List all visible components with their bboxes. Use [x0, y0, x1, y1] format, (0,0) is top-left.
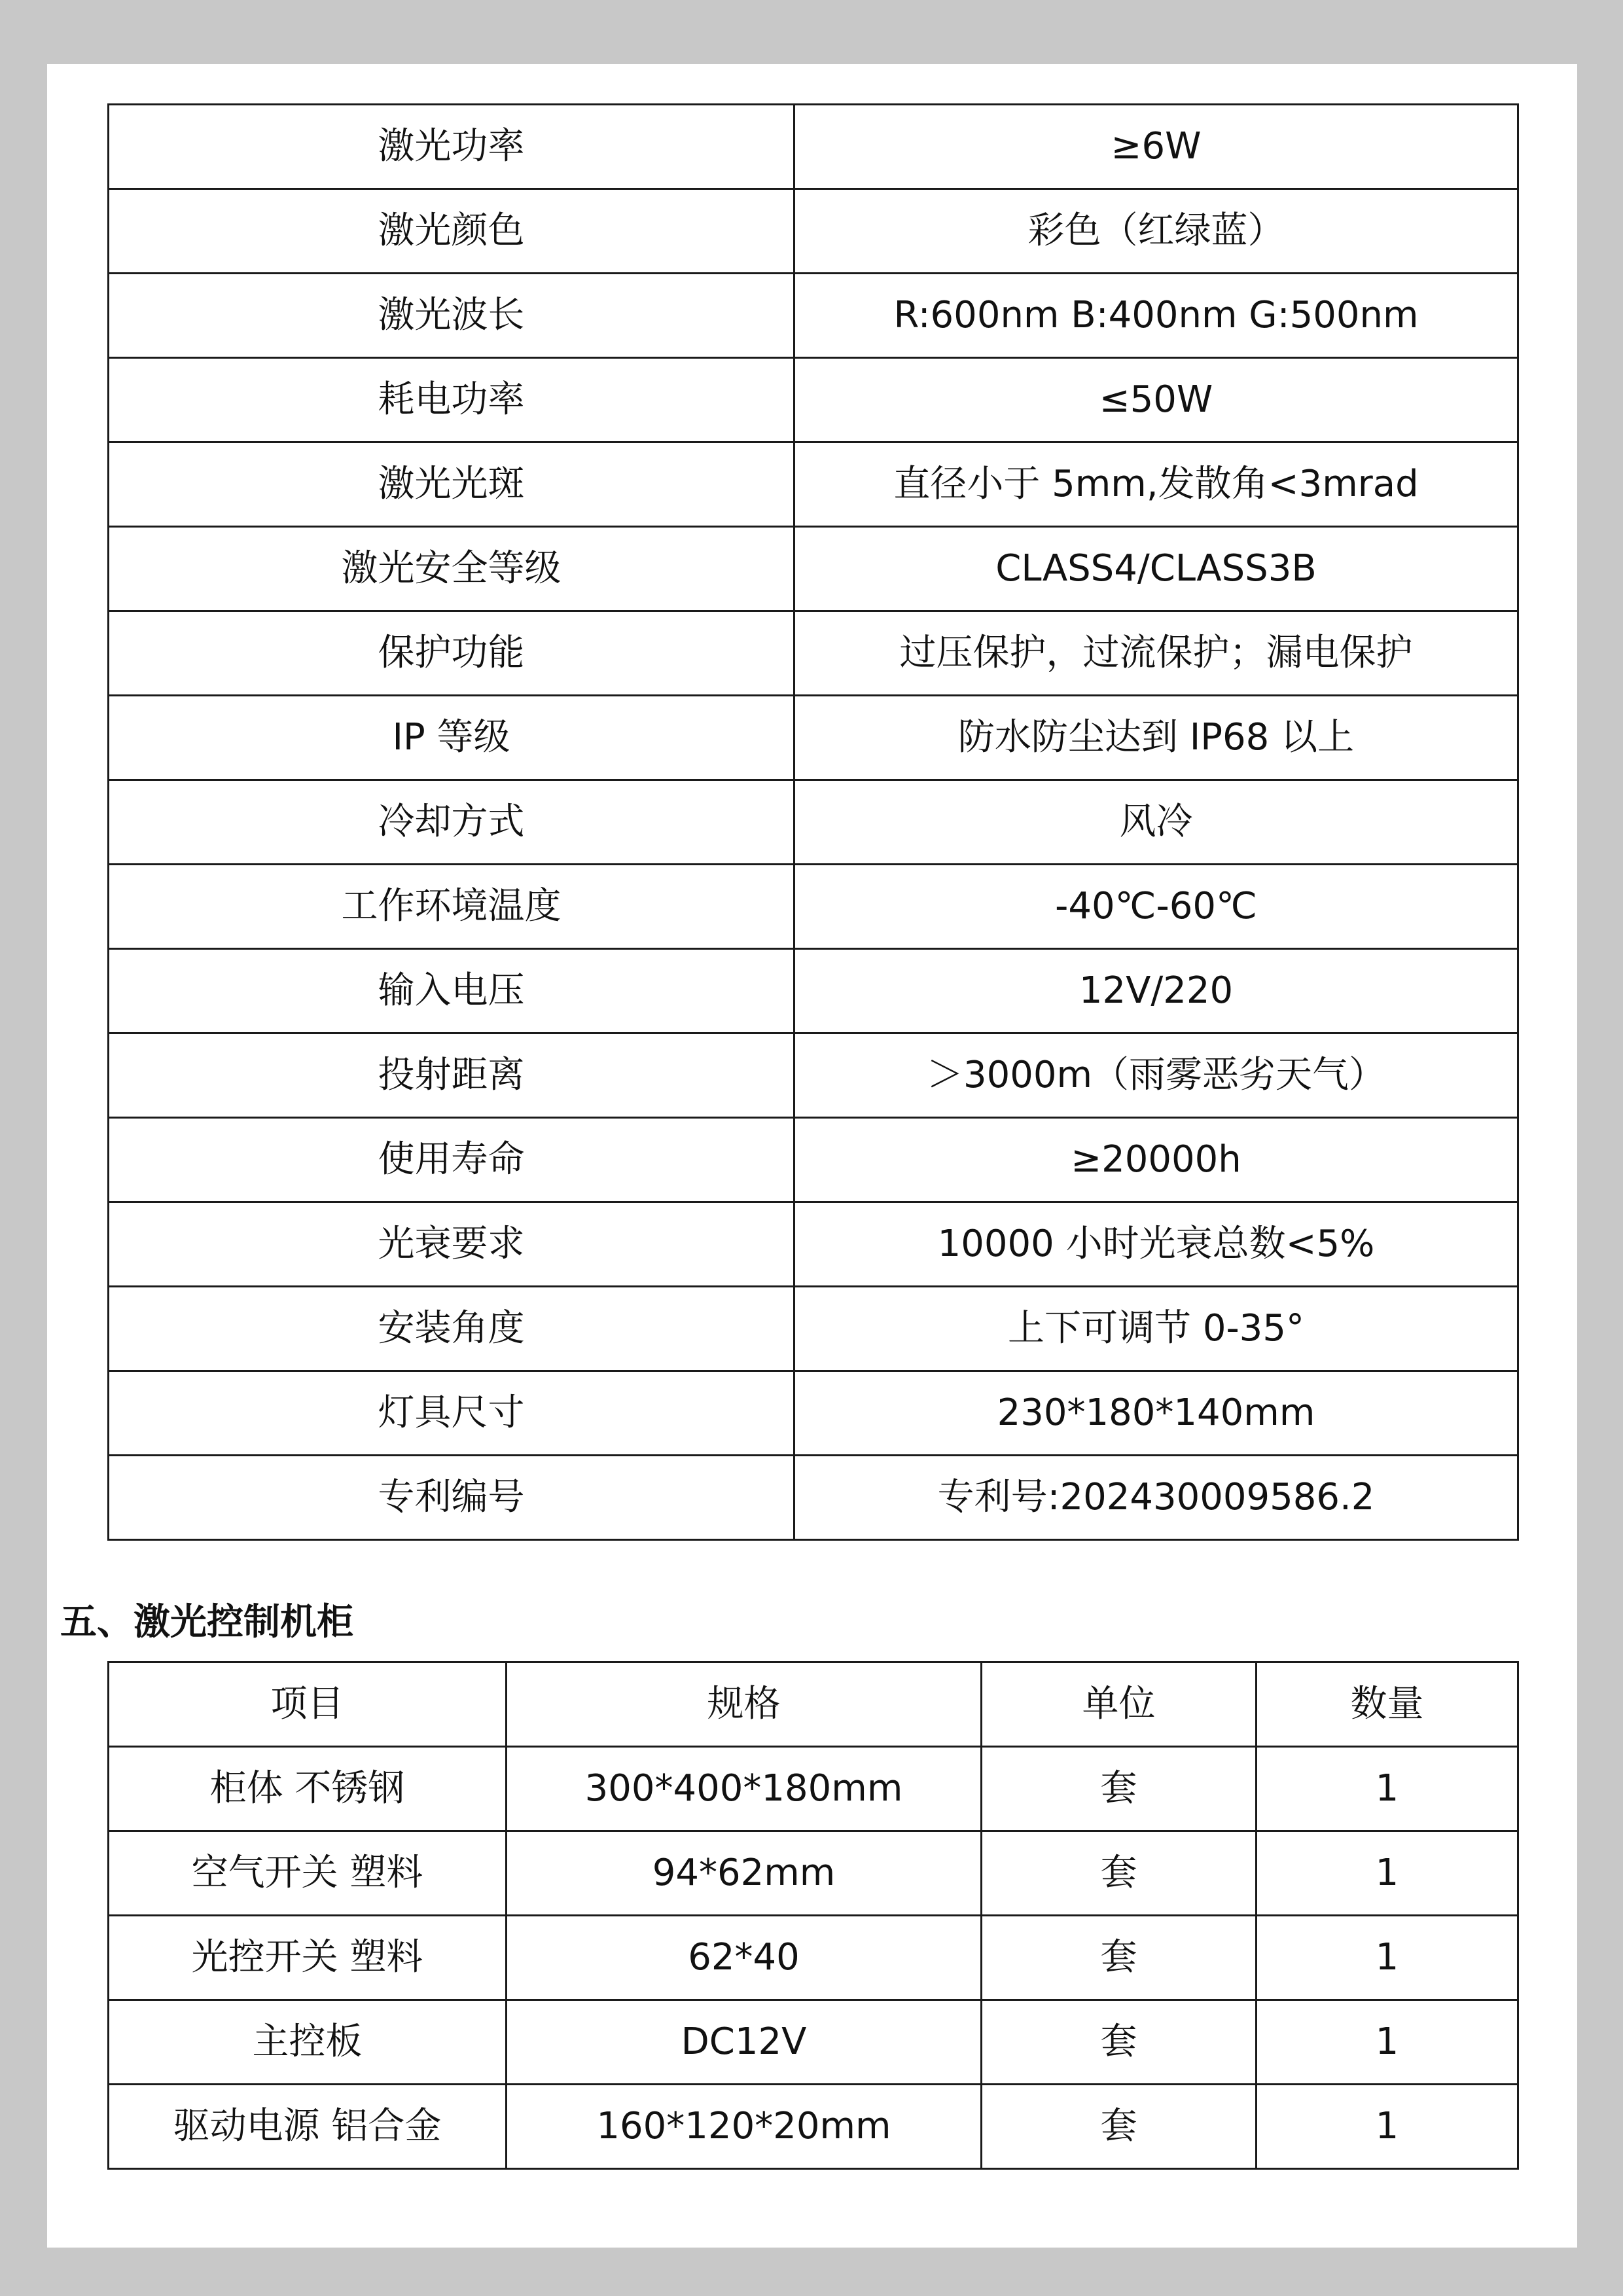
item-cell: 主控板 — [109, 2000, 507, 2085]
spec-value: ≥20000h — [794, 1118, 1518, 1202]
spec-label: 工作环境温度 — [109, 865, 794, 949]
table-row — [109, 105, 1518, 189]
spec-value: 10000 小时光衰总数<5% — [794, 1202, 1518, 1287]
spec-value: ≥6W — [794, 105, 1518, 189]
spec-label: 激光波长 — [109, 274, 794, 358]
unit-cell: 套 — [982, 2085, 1257, 2169]
spec-value: CLASS4/CLASS3B — [794, 527, 1518, 611]
table-row — [109, 1202, 1518, 1287]
table-row — [109, 442, 1518, 527]
quantity-cell: 1 — [1257, 1916, 1518, 2000]
spec-label: 专利编号 — [109, 1456, 794, 1540]
spec-label: 灯具尺寸 — [109, 1371, 794, 1456]
spec-table-body — [109, 105, 1518, 1540]
table-row — [109, 1371, 1518, 1456]
spec-value: ≤50W — [794, 358, 1518, 442]
spec-value: ＞3000m（雨雾恶劣天气） — [794, 1033, 1518, 1118]
table-row — [109, 189, 1518, 274]
table-row — [109, 1033, 1518, 1118]
spec-value: 过压保护，过流保护；漏电保护 — [794, 611, 1518, 696]
unit-cell: 套 — [982, 1831, 1257, 1916]
table-row — [109, 1747, 1518, 1831]
table-row — [109, 865, 1518, 949]
table-row — [109, 611, 1518, 696]
spec-cell: 160*120*20mm — [507, 2085, 982, 2169]
spec-label: 光衰要求 — [109, 1202, 794, 1287]
spec-label: 耗电功率 — [109, 358, 794, 442]
spec-label: 激光功率 — [109, 105, 794, 189]
table-row — [109, 1118, 1518, 1202]
item-cell: 光控开关 塑料 — [109, 1916, 507, 2000]
item-cell: 驱动电源 铝合金 — [109, 2085, 507, 2169]
spec-value: 上下可调节 0-35° — [794, 1287, 1518, 1371]
quantity-cell: 1 — [1257, 1747, 1518, 1831]
spec-value: R:600nm B:400nm G:500nm — [794, 274, 1518, 358]
cabinet-table — [107, 1661, 1519, 2170]
table-row — [109, 2085, 1518, 2169]
spec-label: 激光安全等级 — [109, 527, 794, 611]
table-row — [109, 1916, 1518, 2000]
spec-label: 投射距离 — [109, 1033, 794, 1118]
spec-label: 激光颜色 — [109, 189, 794, 274]
spec-value: 专利号:202430009586.2 — [794, 1456, 1518, 1540]
table-row — [109, 949, 1518, 1033]
spec-cell: 94*62mm — [507, 1831, 982, 1916]
spec-value: -40℃-60℃ — [794, 865, 1518, 949]
spec-cell: 300*400*180mm — [507, 1747, 982, 1831]
item-cell: 柜体 不锈钢 — [109, 1747, 507, 1831]
quantity-cell: 1 — [1257, 1831, 1518, 1916]
table-row — [109, 2000, 1518, 2085]
spec-label: 激光光斑 — [109, 442, 794, 527]
spec-table — [107, 103, 1519, 1541]
column-header-unit: 单位 — [982, 1662, 1257, 1747]
spec-value: 彩色（红绿蓝） — [794, 189, 1518, 274]
table-row — [109, 527, 1518, 611]
unit-cell: 套 — [982, 1916, 1257, 2000]
spec-value: 直径小于 5mm,发散角<3mrad — [794, 442, 1518, 527]
spec-cell: 62*40 — [507, 1916, 982, 2000]
spec-label: 保护功能 — [109, 611, 794, 696]
column-header-quantity: 数量 — [1257, 1662, 1518, 1747]
unit-cell: 套 — [982, 1747, 1257, 1831]
table-header-row — [109, 1662, 1518, 1747]
column-header-item: 项目 — [109, 1662, 507, 1747]
table-row — [109, 1831, 1518, 1916]
table-row — [109, 274, 1518, 358]
section-heading: 五、激光控制机柜 — [60, 1601, 353, 1643]
table-row — [109, 358, 1518, 442]
column-header-spec: 规格 — [507, 1662, 982, 1747]
spec-value: 防水防尘达到 IP68 以上 — [794, 696, 1518, 780]
quantity-cell: 1 — [1257, 2085, 1518, 2169]
table-row — [109, 1287, 1518, 1371]
spec-cell: DC12V — [507, 2000, 982, 2085]
unit-cell: 套 — [982, 2000, 1257, 2085]
spec-value: 风冷 — [794, 780, 1518, 865]
item-cell: 空气开关 塑料 — [109, 1831, 507, 1916]
table-row — [109, 1456, 1518, 1540]
spec-label: 使用寿命 — [109, 1118, 794, 1202]
document-page — [47, 64, 1577, 2248]
table-row — [109, 780, 1518, 865]
spec-label: 安装角度 — [109, 1287, 794, 1371]
spec-value: 230*180*140mm — [794, 1371, 1518, 1456]
spec-label: 冷却方式 — [109, 780, 794, 865]
quantity-cell: 1 — [1257, 2000, 1518, 2085]
spec-label: IP 等级 — [109, 696, 794, 780]
spec-value: 12V/220 — [794, 949, 1518, 1033]
spec-label: 输入电压 — [109, 949, 794, 1033]
table-row — [109, 696, 1518, 780]
